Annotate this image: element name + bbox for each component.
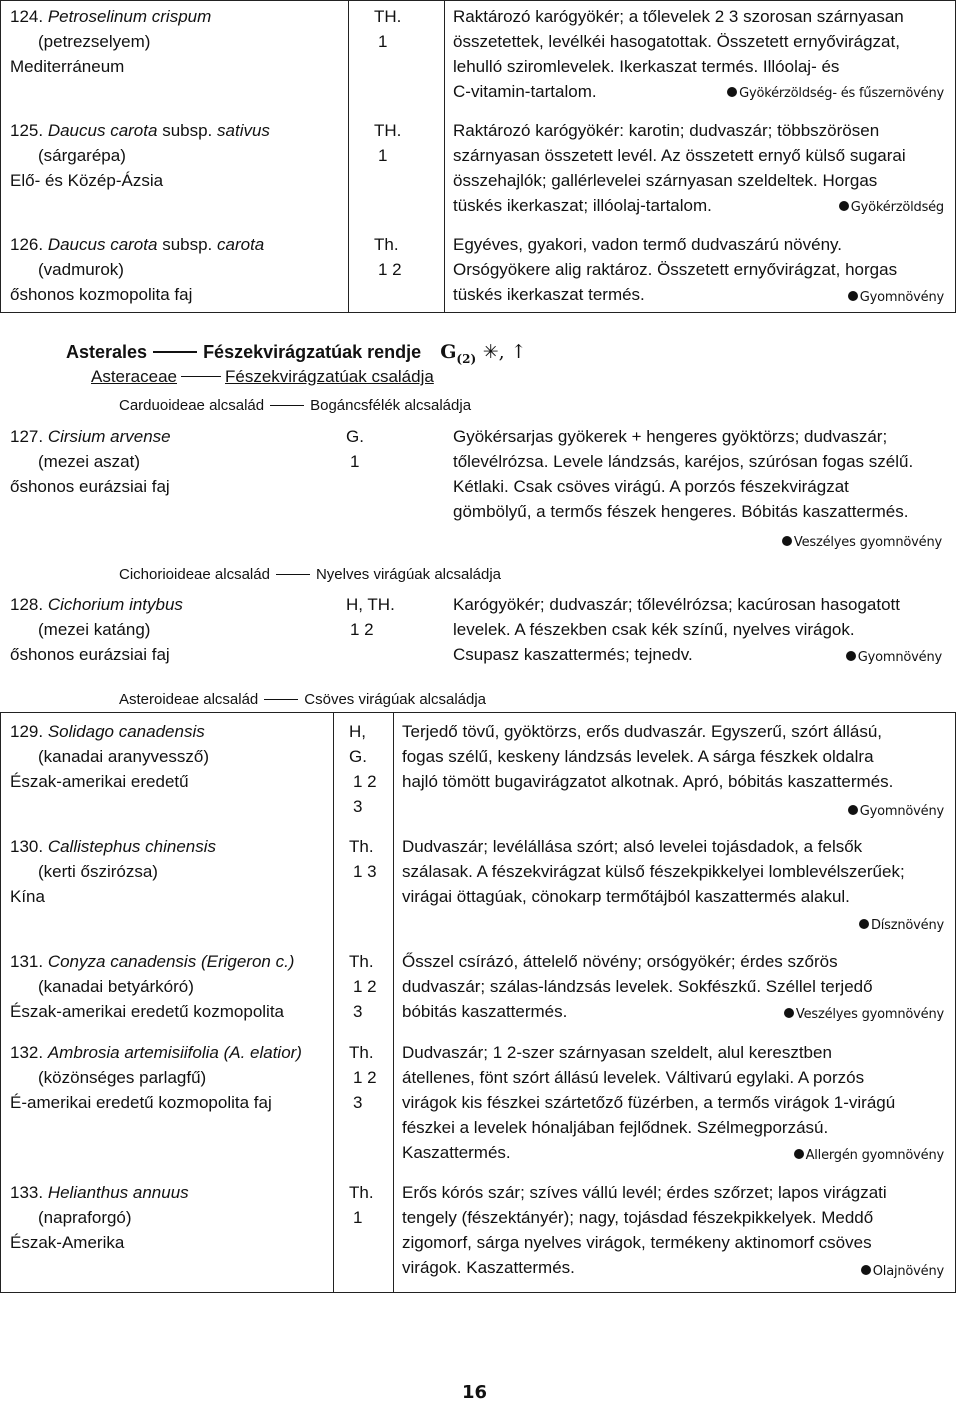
family-name-hu: Fészekvirágzatúak családja bbox=[225, 367, 434, 386]
species-name: Conyza canadensis bbox=[47, 952, 197, 971]
common-name: (petrezselyem) bbox=[38, 32, 151, 51]
species-name: Cichorium intybus bbox=[47, 595, 183, 614]
bullet-icon bbox=[861, 1265, 871, 1275]
species-cell bbox=[10, 424, 345, 499]
description: Raktározó karógyökér: karotin; dudvaszár; többszörösen szárnyasan összetett levél. Az összetett ernyő külső sugarai összehajlók; gallérlevelei szárnyasan szeldeltek. Horgas tüskés ikerkaszat; illóolaj-tartalom. bbox=[453, 121, 906, 215]
category-tag: Gyomnövény bbox=[846, 643, 942, 670]
origin: Észak-amerikai eredetű kozmopolita bbox=[10, 1002, 285, 1021]
species-name: Ambrosia artemisiifolia bbox=[47, 1043, 219, 1062]
family-heading bbox=[91, 364, 434, 389]
species-number: 130. bbox=[10, 837, 44, 856]
species-name: Helianthus annuus bbox=[47, 1183, 189, 1202]
category-tag: Gyomnövény bbox=[848, 283, 944, 310]
species-name: Daucus carota bbox=[47, 235, 158, 254]
species-name: Daucus carota bbox=[47, 121, 158, 140]
life-form: H, G. 1 2 3 bbox=[349, 722, 377, 816]
category-tag: Gyökérzöldség bbox=[839, 193, 944, 220]
description: Dudvaszár; 1 2-szer szárnyasan szeldelt, alul keresztben átellenes, fönt szórt állású levelek. Váltivarú egylaki. A porzós virágok kis fészkei szártetőző füzérben, a termős virágok 1-virágú fészkei a levelek hónaljában fejlődnek. Szélmegporzású. Kaszattermés. bbox=[402, 1043, 896, 1162]
origin: Mediterráneum bbox=[10, 57, 125, 76]
species-number: 125. bbox=[10, 121, 44, 140]
table-divider bbox=[348, 0, 349, 313]
origin: őshonos eurázsiai faj bbox=[10, 645, 170, 664]
species-name: Cirsium arvense bbox=[47, 427, 171, 446]
origin: É-amerikai eredetű kozmopolita faj bbox=[10, 1093, 272, 1112]
origin: Észak-amerikai eredetű bbox=[10, 772, 189, 791]
table-border bbox=[0, 0, 956, 1]
table-border bbox=[0, 312, 956, 313]
subfamily-heading: Cichorioideae alcsalád Nyelves virágúak alcsaládja bbox=[119, 566, 502, 583]
common-name: (mezei aszat) bbox=[38, 452, 141, 471]
bullet-icon bbox=[784, 1008, 794, 1018]
life-form: Th. 1 2 3 bbox=[349, 952, 377, 1021]
bullet-icon bbox=[782, 536, 792, 546]
description: Dudvaszár; levélállása szórt; alsó levelei tojásdadok, a felsők szálasak. A fészekvirágzat külső fészekpikkelyei lomblevélszerűek; virágai öttagúak, cönokarp termőtájból kaszattermés alakul. bbox=[402, 837, 905, 906]
common-name: (kerti őszirózsa) bbox=[38, 862, 158, 881]
order-name: Asterales bbox=[66, 342, 148, 362]
species-cell: 132. Ambrosia artemisiifolia (A. elatior) (közönséges parlagfű) É-amerikai eredetű kozmopolita faj bbox=[10, 1040, 335, 1115]
species-number: 128. bbox=[10, 595, 44, 614]
table-border bbox=[955, 712, 956, 1293]
origin: Kína bbox=[10, 887, 45, 906]
life-form: Th. 1 3 bbox=[349, 837, 377, 881]
description: Erős kórós szár; szíves vállú levél; érdes szőrzet; lapos virágzati tengely (fészektányér); nagy, tojásdad fészekpikkelyek. Meddő zigomorf, sárga nyelves virágok, termékeny aktinomorf csöves virágok. Kaszattermés. bbox=[402, 1183, 887, 1277]
life-form: Th. 1 bbox=[349, 1183, 374, 1227]
bullet-icon bbox=[859, 919, 869, 929]
category-tag: Veszélyes gyomnövény bbox=[784, 1000, 944, 1027]
life-form: Th. 1 2 3 bbox=[349, 1043, 377, 1112]
subfamily-heading: Asteroideae alcsalád Csöves virágúak alcsaládja bbox=[119, 691, 487, 708]
origin: Elő- és Közép-Ázsia bbox=[10, 171, 164, 190]
origin: őshonos eurázsiai faj bbox=[10, 477, 170, 496]
species-number: 132. bbox=[10, 1043, 44, 1062]
flower-formula: $G_{(2)}$ ✳, ↑ bbox=[440, 341, 527, 366]
species-cell: 131. Conyza canadensis (Erigeron c.) (kanadai betyárkóró) Észak-amerikai eredetű kozmopolita bbox=[10, 949, 335, 1024]
life-form: H, TH. 1 2 bbox=[346, 595, 395, 639]
bullet-icon bbox=[848, 291, 858, 301]
species-cell bbox=[10, 4, 345, 79]
common-name: (közönséges parlagfű) bbox=[38, 1068, 207, 1087]
table-border bbox=[0, 712, 956, 713]
table-border bbox=[0, 1292, 956, 1293]
life-form: Th. 1 2 bbox=[374, 235, 402, 279]
bullet-icon bbox=[848, 805, 858, 815]
bullet-icon bbox=[839, 201, 849, 211]
common-name: (kanadai betyárkóró) bbox=[38, 977, 194, 996]
life-form: G. 1 bbox=[346, 427, 364, 471]
common-name: (napraforgó) bbox=[38, 1208, 132, 1227]
species-cell: 125. Daucus carota subsp. sativus (sárgarépa) Elő- és Közép-Ázsia bbox=[10, 118, 345, 193]
table-divider bbox=[393, 712, 394, 1293]
species-number: 127. bbox=[10, 427, 44, 446]
species-name: Petroselinum crispum bbox=[47, 7, 212, 26]
species-number: 124. bbox=[10, 7, 44, 26]
origin: Észak-Amerika bbox=[10, 1233, 125, 1252]
table-divider bbox=[444, 0, 445, 313]
description: Raktározó karógyökér; a tőlevelek 2 3 szorosan szárnyasan összetettek, levélkéi hasogatottak. Összetett ernyővirágzat, lehulló sziromlevelek. Ikerkaszat termés. Illóolaj- és C-vitamin-tartalom. bbox=[453, 7, 904, 101]
category-tag: Gyomnövény bbox=[848, 797, 944, 824]
species-cell: 126. Daucus carota subsp. carota (vadmurok) őshonos kozmopolita faj bbox=[10, 232, 345, 307]
subfamily-heading: Carduoideae alcsalád Bogáncsfélék alcsaládja bbox=[119, 397, 472, 414]
category-tag: Gyökérzöldség- és fűszernövény bbox=[727, 79, 944, 106]
description: Ősszel csírázó, áttelelő növény; orsógyökér; érdes szőrös dudvaszár; szálas-lándzsás levelek. Sokfészkű. Széllel terjedő bóbitás kaszattermés. bbox=[402, 952, 873, 1021]
bullet-icon bbox=[794, 1149, 804, 1159]
common-name: (kanadai aranyvessző) bbox=[38, 747, 210, 766]
life-form: TH. 1 bbox=[374, 121, 402, 165]
species-number: 133. bbox=[10, 1183, 44, 1202]
species-number: 129. bbox=[10, 722, 44, 741]
page-number: 16 bbox=[462, 1382, 488, 1403]
category-tag: Dísznövény bbox=[859, 911, 944, 938]
common-name: (sárgarépa) bbox=[38, 146, 126, 165]
common-name: (vadmurok) bbox=[38, 260, 124, 279]
description: Karógyökér; dudvaszár; tőlevélrózsa; kacúrosan hasogatott levelek. A fészekben csak kék színű, nyelves virágok. Csupasz kaszattermés; tejnedv. bbox=[453, 595, 900, 664]
description: Terjedő tövű, gyöktörzs, erős dudvaszár. Egyszerű, szórt állású, fogas szélű, keskeny lándzsás levelek. A sárga fészkek oldalra hajló tömött bugavirágzatot alkotnak. Apró, bóbitás kaszattermés. bbox=[402, 722, 894, 791]
species-cell bbox=[10, 834, 330, 909]
species-cell bbox=[10, 719, 330, 794]
table-border bbox=[0, 0, 1, 313]
bullet-icon bbox=[727, 87, 737, 97]
origin: őshonos kozmopolita faj bbox=[10, 285, 193, 304]
species-name: Solidago canadensis bbox=[47, 722, 205, 741]
category-tag: Allergén gyomnövény bbox=[794, 1141, 944, 1168]
species-number: 131. bbox=[10, 952, 44, 971]
order-name-hu: Fészekvirágzatúak rendje bbox=[203, 342, 422, 362]
category-tag: Veszélyes gyomnövény bbox=[782, 528, 942, 555]
table-border bbox=[0, 712, 1, 1293]
description: Gyökérsarjas gyökerek + hengeres gyöktörzs; dudvaszár; tőlevélrózsa. Levele lándzsás, karéjos, szúrósan fogas szélű. Kétlaki. Csak csöves virágú. A porzós fészekvirágzat gömbölyű, a termős fészek hengeres. Bóbitás kaszattermés. bbox=[453, 427, 914, 521]
table-border bbox=[955, 0, 956, 313]
common-name: (mezei katáng) bbox=[38, 620, 151, 639]
bullet-icon bbox=[846, 651, 856, 661]
family-name: Asteraceae bbox=[91, 367, 177, 386]
species-cell bbox=[10, 1180, 330, 1255]
life-form: TH. 1 bbox=[374, 7, 402, 51]
species-name: Callistephus chinensis bbox=[47, 837, 217, 856]
category-tag: Olajnövény bbox=[861, 1257, 944, 1284]
species-number: 126. bbox=[10, 235, 44, 254]
species-cell bbox=[10, 592, 345, 667]
description: Egyéves, gyakori, vadon termő dudvaszárú növény. Orsógyökere alig raktároz. Összetett ernyővirágzat, horgas tüskés ikerkaszat termés. bbox=[453, 235, 898, 304]
